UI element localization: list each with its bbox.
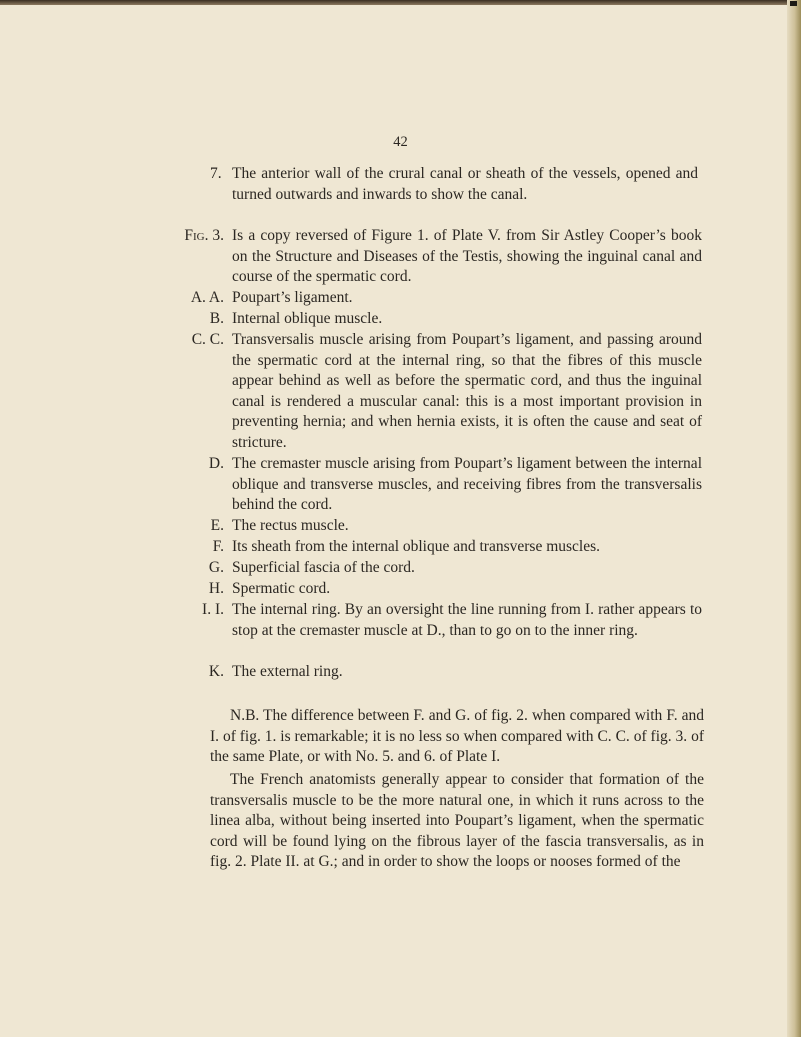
legend-entry-label: K. xyxy=(208,663,224,680)
legend-entry-ii xyxy=(202,600,702,641)
legend-entry-text: Its sheath from the internal oblique and transverse muscles. xyxy=(232,538,601,555)
nb-paragraph: N.B. The difference between F. and G. of fig. 2. when compared with F. and I. of fig. 1. is remarkable; it is no less so when compared with C. C. of fig. 3. of the same Plate, or with No. 5. and 6. of Plate I. xyxy=(210,707,704,765)
legend-entry-aa xyxy=(190,288,702,309)
legend-entry-g xyxy=(208,558,702,579)
legend-entry-label: C. C. xyxy=(191,331,224,348)
figure-3-caption xyxy=(184,226,702,288)
figure-3-text: Is a copy reversed of Figure 1. of Plate V. from Sir Astley Cooper’s book on the Structure and Diseases of the Testis, showing the inguinal canal and course of the spermatic cord. xyxy=(232,227,702,285)
legend-entry-text: The cremaster muscle arising from Poupart’s ligament between the internal oblique and transverse muscles, and receiving fibres from the transversalis behind the cord. xyxy=(232,455,702,513)
legend-entry-b xyxy=(209,309,702,330)
legend-entry-cc xyxy=(191,330,702,453)
legend-entry-text: Superficial fascia of the cord. xyxy=(232,559,415,576)
legend-entry-label: B. xyxy=(209,310,224,327)
legend-entry-text: The internal ring. By an oversight the line running from I. rather appears to stop at the cremaster muscle at D., than to go on to the inner ring. xyxy=(232,601,702,639)
legend-entry-h xyxy=(208,579,702,600)
legend-entry-text: Transversalis muscle arising from Poupart’s ligament, and passing around the spermatic cord at the internal ring, so that the fibres of this muscle appear behind as well as before the spermatic cord, and thus the inguinal canal is rendered a muscular canal: this is a most important provision in preventing hernia; and when hernia exists, it is often the cause and seat of stricture. xyxy=(232,331,702,451)
legend-entry-text: Internal oblique muscle. xyxy=(232,310,383,327)
legend-entry-text: Spermatic cord. xyxy=(232,580,331,597)
legend-entry-f xyxy=(212,537,702,558)
legend-entry-text: The rectus muscle. xyxy=(232,517,349,534)
french-anatomists-paragraph: The French anatomists generally appear to consider that formation of the transversalis muscle to be the more natural one, in which it runs across to the linea alba, without being inserted into Poupart’s ligament, when the spermatic cord will be found lying on the fibrous layer of the fascia transversalis, as in fig. 2. Plate II. at G.; and in order to show the loops or nooses formed of the xyxy=(210,771,704,870)
legend-entry-label: G. xyxy=(208,559,224,576)
legend-entry-label: H. xyxy=(208,580,224,597)
legend-entry-text: Poupart’s ligament. xyxy=(232,289,353,306)
item-7 xyxy=(210,164,698,205)
item-7-number: 7. xyxy=(210,165,222,182)
page-number: 42 xyxy=(393,134,408,150)
legend-entry-label: D. xyxy=(208,455,224,472)
figure-3-label: Fig. 3. xyxy=(184,227,224,244)
legend-entry-k xyxy=(208,662,702,683)
legend-entry-label: I. I. xyxy=(202,601,224,618)
item-7-text: The anterior wall of the crural canal or sheath of the vessels, opened and turned outwards and inwards to show the canal. xyxy=(232,165,698,203)
legend-entry-label: E. xyxy=(210,517,224,534)
legend-entry-label: A. A. xyxy=(190,289,224,306)
legend-entry-e xyxy=(210,516,702,537)
legend-entry-d xyxy=(208,454,702,516)
legend-entry-label: F. xyxy=(212,538,224,555)
legend-entry-text: The external ring. xyxy=(232,663,343,680)
